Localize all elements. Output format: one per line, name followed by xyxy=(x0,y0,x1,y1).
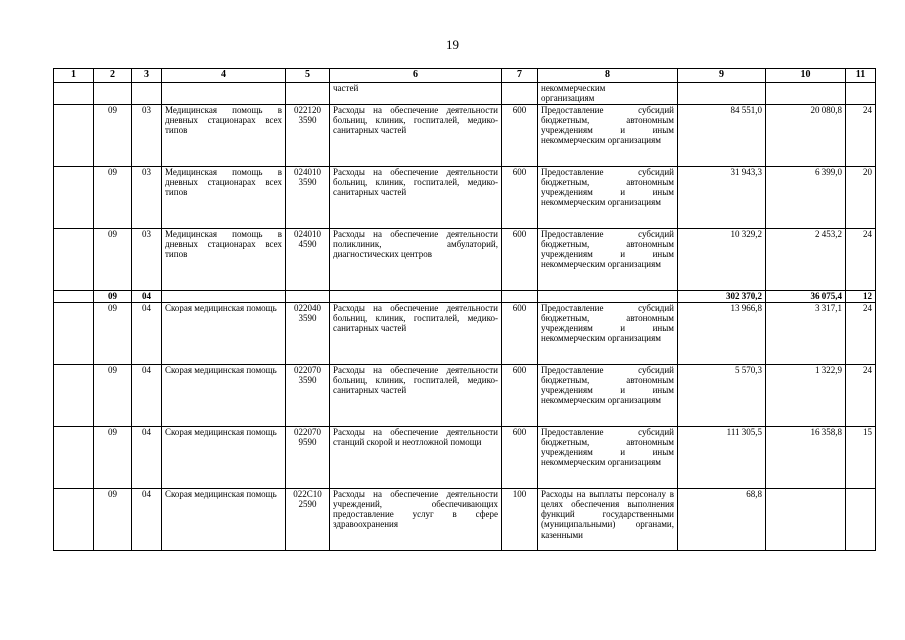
cell-col-4: Медицинская помощь в дневных стационарах всех типов xyxy=(162,104,286,166)
cell-col-8: Предоставление субсидий бюджетным, автономным учреждениям и иным некоммерческим организациям xyxy=(538,166,678,228)
cell-col-9: 84 551,0 xyxy=(678,104,766,166)
header-cell: 8 xyxy=(538,69,678,83)
cell-col-6: Расходы на обеспечение деятельности больниц, клиник, госпиталей, медико-санитарных частей xyxy=(330,166,502,228)
cell-col-3: 03 xyxy=(132,166,162,228)
cell-col-11 xyxy=(846,83,876,105)
cell-col-3: 03 xyxy=(132,104,162,166)
cell-col-3: 04 xyxy=(132,364,162,426)
cell-col-4 xyxy=(162,290,286,302)
cell-col-1 xyxy=(54,302,94,364)
cell-col-9: 111 305,5 xyxy=(678,426,766,488)
cell-col-4: Медицинская помощь в дневных стационарах всех типов xyxy=(162,228,286,290)
cell-col-1 xyxy=(54,228,94,290)
cell-col-6: Расходы на обеспечение деятельности больниц, клиник, госпиталей, медико-санитарных частей xyxy=(330,104,502,166)
cell-col-5: 022120 3590 xyxy=(286,104,330,166)
header-cell: 3 xyxy=(132,69,162,83)
cell-col-7: 600 xyxy=(502,228,538,290)
cell-col-4: Скорая медицинская помощь xyxy=(162,426,286,488)
cell-col-1 xyxy=(54,166,94,228)
cell-col-2 xyxy=(94,83,132,105)
cell-col-3: 04 xyxy=(132,488,162,550)
cell-col-2: 09 xyxy=(94,104,132,166)
cell-col-1 xyxy=(54,488,94,550)
cell-col-7: 600 xyxy=(502,104,538,166)
cell-col-8: Предоставление субсидий бюджетным, автономным учреждениям и иным некоммерческим организациям xyxy=(538,228,678,290)
cell-col-10: 1 322,9 xyxy=(766,364,846,426)
cell-col-11: 20 xyxy=(846,166,876,228)
cell-col-4 xyxy=(162,83,286,105)
cell-col-8: Предоставление субсидий бюджетным, автономным учреждениям и иным некоммерческим организациям xyxy=(538,364,678,426)
cell-col-10: 3 317,1 xyxy=(766,302,846,364)
cell-col-6: Расходы на обеспечение деятельности больниц, клиник, госпиталей, медико-санитарных частей xyxy=(330,364,502,426)
cell-col-8: Предоставление субсидий бюджетным, автономным учреждениям и иным некоммерческим организациям xyxy=(538,104,678,166)
cell-col-7: 600 xyxy=(502,302,538,364)
header-cell: 9 xyxy=(678,69,766,83)
table-row xyxy=(54,426,876,488)
cell-col-8: некоммерческим организациям xyxy=(538,83,678,105)
cell-col-7 xyxy=(502,83,538,105)
cell-col-2: 09 xyxy=(94,228,132,290)
cell-col-6: частей xyxy=(330,83,502,105)
cell-col-5: 022040 3590 xyxy=(286,302,330,364)
table-row xyxy=(54,302,876,364)
cell-col-7: 600 xyxy=(502,426,538,488)
header-cell: 2 xyxy=(94,69,132,83)
cell-col-5 xyxy=(286,83,330,105)
header-cell: 6 xyxy=(330,69,502,83)
cell-col-6: Расходы на обеспечение деятельности поликлиник, амбулаторий, диагностических центров xyxy=(330,228,502,290)
cell-col-7: 600 xyxy=(502,166,538,228)
cell-col-4: Медицинская помощь в дневных стационарах всех типов xyxy=(162,166,286,228)
table-row xyxy=(54,364,876,426)
cell-col-7: 100 xyxy=(502,488,538,550)
cell-col-5: 024010 4590 xyxy=(286,228,330,290)
header-cell: 5 xyxy=(286,69,330,83)
cell-col-3: 03 xyxy=(132,228,162,290)
cell-col-10: 16 358,8 xyxy=(766,426,846,488)
cell-col-9: 31 943,3 xyxy=(678,166,766,228)
cell-col-2: 09 xyxy=(94,166,132,228)
cell-col-2: 09 xyxy=(94,426,132,488)
cell-col-9: 10 329,2 xyxy=(678,228,766,290)
page-number: 19 xyxy=(446,37,459,52)
cell-col-8 xyxy=(538,290,678,302)
cell-col-11: 24 xyxy=(846,302,876,364)
cell-col-1 xyxy=(54,104,94,166)
table-row xyxy=(54,104,876,166)
cell-col-10: 36 075,4 xyxy=(766,290,846,302)
cell-col-10: 2 453,2 xyxy=(766,228,846,290)
cell-col-1 xyxy=(54,290,94,302)
cell-col-5: 022070 3590 xyxy=(286,364,330,426)
cell-col-9: 302 370,2 xyxy=(678,290,766,302)
cell-col-4: Скорая медицинская помощь xyxy=(162,488,286,550)
cell-col-3 xyxy=(132,83,162,105)
cell-col-6 xyxy=(330,290,502,302)
cell-col-3: 04 xyxy=(132,426,162,488)
cell-col-10 xyxy=(766,488,846,550)
cell-col-10: 20 080,8 xyxy=(766,104,846,166)
cell-col-10: 6 399,0 xyxy=(766,166,846,228)
cell-col-6: Расходы на обеспечение деятельности больниц, клиник, госпиталей, медико-санитарных частей xyxy=(330,302,502,364)
header-cell: 1 xyxy=(54,69,94,83)
cell-col-9: 68,8 xyxy=(678,488,766,550)
cell-col-11 xyxy=(846,488,876,550)
table-row xyxy=(54,488,876,550)
cell-col-3: 04 xyxy=(132,290,162,302)
table-row xyxy=(54,83,876,105)
cell-col-5 xyxy=(286,290,330,302)
cell-col-11: 24 xyxy=(846,364,876,426)
cell-col-2: 09 xyxy=(94,488,132,550)
cell-col-8: Предоставление субсидий бюджетным, автономным учреждениям и иным некоммерческим организациям xyxy=(538,302,678,364)
cell-col-9 xyxy=(678,83,766,105)
cell-col-8: Предоставление субсидий бюджетным, автономным учреждениям и иным некоммерческим организациям xyxy=(538,426,678,488)
table-row-subtotal xyxy=(54,290,876,302)
cell-col-5: 022070 9590 xyxy=(286,426,330,488)
cell-col-3: 04 xyxy=(132,302,162,364)
cell-col-10 xyxy=(766,83,846,105)
header-cell: 4 xyxy=(162,69,286,83)
cell-col-11: 24 xyxy=(846,228,876,290)
cell-col-4: Скорая медицинская помощь xyxy=(162,364,286,426)
cell-col-4: Скорая медицинская помощь xyxy=(162,302,286,364)
header-cell: 7 xyxy=(502,69,538,83)
cell-col-2: 09 xyxy=(94,290,132,302)
cell-col-5: 022С10 2590 xyxy=(286,488,330,550)
cell-col-11: 24 xyxy=(846,104,876,166)
cell-col-7 xyxy=(502,290,538,302)
header-cell: 10 xyxy=(766,69,846,83)
cell-col-9: 5 570,3 xyxy=(678,364,766,426)
cell-col-6: Расходы на обеспечение деятельности учреждений, обеспечивающих предоставление услуг в сфере здравоохранения xyxy=(330,488,502,550)
header-row xyxy=(54,69,876,83)
cell-col-5: 024010 3590 xyxy=(286,166,330,228)
cell-col-7: 600 xyxy=(502,364,538,426)
table-row xyxy=(54,166,876,228)
budget-table xyxy=(53,68,876,551)
cell-col-11: 15 xyxy=(846,426,876,488)
cell-col-9: 13 966,8 xyxy=(678,302,766,364)
cell-col-11: 12 xyxy=(846,290,876,302)
cell-col-1 xyxy=(54,426,94,488)
table-body xyxy=(54,83,876,551)
cell-col-2: 09 xyxy=(94,364,132,426)
cell-col-1 xyxy=(54,364,94,426)
cell-col-8: Расходы на выплаты персоналу в целях обеспечения выполнения функций государственными (муниципальными) органами, казенными xyxy=(538,488,678,550)
cell-col-2: 09 xyxy=(94,302,132,364)
table-row xyxy=(54,228,876,290)
cell-col-1 xyxy=(54,83,94,105)
cell-col-6: Расходы на обеспечение деятельности станций скорой и неотложной помощи xyxy=(330,426,502,488)
header-cell: 11 xyxy=(846,69,876,83)
